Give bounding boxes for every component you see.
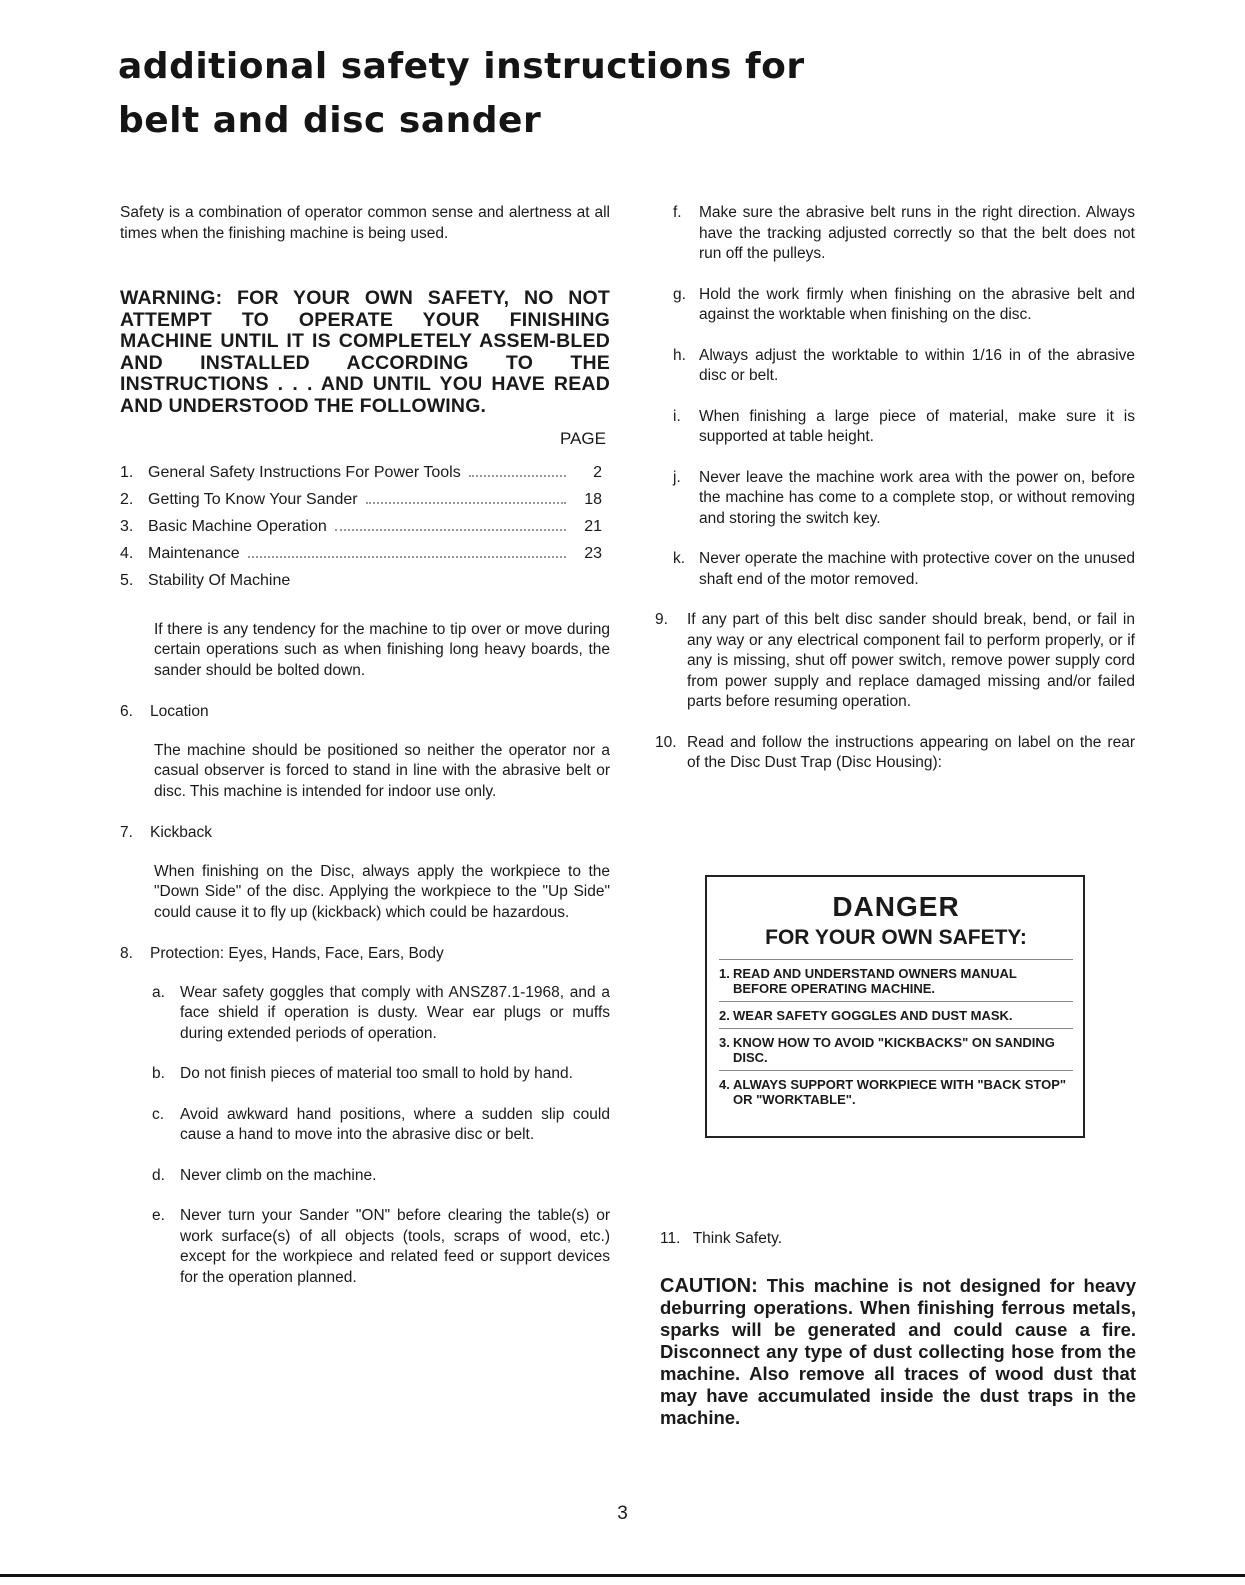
- kickback-heading: [120, 823, 610, 844]
- sub-text: Hold the work firmly when finishing on the abrasive belt and against the worktable when finishing on the disc.: [699, 285, 1135, 323]
- kickback-paragraph: When finishing on the Disc, always apply the workpiece to the "Down Side" of the disc. Applying the workpiece to the "Up Side" could cause it to fly up (kickback) which could be hazardous.: [154, 862, 610, 921]
- protection-item-f: [655, 203, 1135, 265]
- toc-num: 3.: [120, 517, 134, 535]
- sub-text: Always adjust the worktable to within 1/16 in of the abrasive disc or belt.: [699, 346, 1135, 384]
- toc-page: 23: [584, 544, 602, 562]
- item-number: 11.: [660, 1230, 681, 1247]
- title-line-1: additional safety instructions for: [118, 46, 805, 87]
- item-text: Think Safety.: [692, 1230, 783, 1247]
- toc-row: [120, 513, 610, 540]
- item-11: [660, 1230, 782, 1248]
- protection-item-k: [655, 549, 1135, 590]
- right-column: [655, 203, 1135, 774]
- toc-leader-dots: [469, 475, 566, 477]
- toc-row: [120, 486, 610, 513]
- location-heading: [120, 702, 610, 723]
- sub-marker: g.: [673, 285, 686, 303]
- toc-label: Getting To Know Your Sander: [148, 490, 358, 508]
- toc-page: 18: [584, 490, 602, 508]
- sub-marker: k.: [673, 550, 686, 567]
- item-heading: Location: [150, 703, 209, 720]
- toc-row: [120, 540, 610, 567]
- toc-leader-dots: [248, 556, 566, 558]
- toc-page: 21: [584, 517, 602, 535]
- sub-text: Never operate the machine with protective cover on the unused shaft end of the motor removed.: [699, 550, 1135, 588]
- toc-leader-dots: [335, 529, 566, 531]
- danger-item-marker: 3.: [719, 1035, 730, 1050]
- sub-text: Avoid awkward hand positions, where a sudden slip could cause a hand to move into the abrasive disc or belt.: [180, 1105, 610, 1143]
- danger-item: [719, 1028, 1073, 1070]
- item-9: [655, 610, 1135, 713]
- caution-lead: CAUTION:: [660, 1275, 758, 1297]
- item-heading: Protection: Eyes, Hands, Face, Ears, Body: [150, 945, 444, 962]
- title-line-2: belt and disc sander: [118, 100, 542, 141]
- item-number: 6.: [120, 703, 133, 720]
- toc: [120, 429, 610, 594]
- protection-item-c: [120, 1105, 610, 1146]
- sub-marker: j.: [673, 468, 681, 486]
- protection-item-i: [655, 407, 1135, 448]
- stability-paragraph: If there is any tendency for the machine to tip over or move during certain operations such as when finishing long heavy boards, the sander should be bolted down.: [154, 620, 610, 679]
- sub-marker: f.: [673, 204, 682, 221]
- danger-subtitle: FOR YOUR OWN SAFETY:: [765, 926, 1027, 949]
- bottom-rule: [0, 1574, 1245, 1577]
- sub-marker: b.: [152, 1065, 165, 1082]
- item-text: If any part of this belt disc sander should break, bend, or fail in any way or any electrical component fail to perform properly, or if any is missing, shut off power switch, remove power supply cord from power supply and replace damaged missing and/or failed parts before resuming operation.: [687, 611, 1135, 710]
- page-title: [118, 40, 805, 148]
- item-number: 7.: [120, 824, 133, 841]
- protection-item-g: [655, 285, 1135, 326]
- warning-paragraph: WARNING: FOR YOUR OWN SAFETY, NO NOT ATTEMPT TO OPERATE YOUR FINISHING MACHINE UNTIL IT IS COMPLETELY ASSEM-BLED AND INSTALLED ACCORDING TO THE INSTRUCTIONS . . . AND UNTIL YOU HAVE READ AND UNDERSTOOD THE FOLLOWING.: [120, 287, 610, 417]
- item-number: 8.: [120, 945, 133, 962]
- caution-text: This machine is not designed for heavy deburring operations. When finishing ferrous metals, sparks will be generated and could cause a fire. Disconnect any type of dust collecting hose from the machine. Also remove all traces of wood dust that may have accumulated inside the dust traps in the machine.: [660, 1275, 1136, 1428]
- sub-text: Make sure the abrasive belt runs in the right direction. Always have the tracking adjusted correctly so that the belt does not run off the pulleys.: [699, 204, 1135, 262]
- toc-label: Basic Machine Operation: [148, 517, 327, 535]
- toc-label: General Safety Instructions For Power Tools: [148, 463, 461, 481]
- item-text: Read and follow the instructions appearing on label on the rear of the Disc Dust Trap (Disc Housing):: [687, 733, 1135, 771]
- protection-item-h: [655, 346, 1135, 387]
- protection-item-b: [120, 1064, 610, 1085]
- danger-item: [719, 959, 1073, 1001]
- item-heading: Kickback: [150, 824, 213, 841]
- danger-label-box: [705, 875, 1085, 1138]
- toc-label: Stability Of Machine: [148, 571, 291, 589]
- danger-item: [719, 1001, 1073, 1028]
- danger-title: DANGER: [832, 891, 960, 922]
- sub-marker: c.: [152, 1105, 165, 1123]
- danger-item-text: WEAR SAFETY GOGGLES AND DUST MASK.: [733, 1008, 1013, 1023]
- toc-label: Maintenance: [148, 544, 240, 562]
- toc-leader-dots: [366, 502, 566, 504]
- protection-item-a: [120, 983, 610, 1045]
- danger-item-marker: 1.: [719, 966, 730, 981]
- danger-item: [719, 1070, 1073, 1112]
- sub-text: Never leave the machine work area with the power on, before the machine has come to a complete stop, or without removing and storing the switch key.: [699, 468, 1135, 527]
- danger-item-text: ALWAYS SUPPORT WORKPIECE WITH "BACK STOP" OR "WORKTABLE".: [733, 1077, 1067, 1107]
- sub-text: Wear safety goggles that comply with ANSZ87.1-1968, and a face shield if operation is dusty. Wear ear plugs or muffs during extended periods of operation.: [180, 983, 610, 1042]
- intro-paragraph: Safety is a combination of operator common sense and alertness at all times when the finishing machine is being used.: [120, 204, 610, 242]
- item-number: 9.: [655, 611, 668, 628]
- item-number: 10.: [655, 733, 677, 751]
- danger-item-text: KNOW HOW TO AVOID "KICKBACKS" ON SANDING DISC.: [733, 1035, 1055, 1065]
- toc-num: 1.: [120, 463, 134, 481]
- sub-marker: e.: [152, 1207, 165, 1224]
- sub-text: Never climb on the machine.: [180, 1166, 377, 1184]
- location-paragraph: The machine should be positioned so neither the operator nor a casual observer is forced to stand in line with the abrasive belt or disc. This machine is intended for indoor use only.: [154, 741, 610, 800]
- protection-heading: [120, 944, 610, 965]
- toc-page-header: PAGE: [560, 429, 606, 448]
- sub-text: Never turn your Sander "ON" before clearing the table(s) or work surface(s) of all objects (tools, scraps of wood, etc.) except for the workpiece and related feed or support devices for the operation planned.: [180, 1207, 610, 1286]
- page-number: 3: [617, 1503, 628, 1524]
- sub-text: When finishing a large piece of material, make sure it is supported at table height.: [699, 407, 1135, 445]
- item-10: [655, 733, 1135, 774]
- danger-item-text: READ AND UNDERSTAND OWNERS MANUAL BEFORE OPERATING MACHINE.: [733, 966, 1017, 996]
- sub-marker: i.: [673, 407, 681, 425]
- caution-paragraph: [660, 1275, 1136, 1429]
- left-column: [120, 203, 610, 1288]
- sub-marker: a.: [152, 983, 165, 1001]
- toc-page: 2: [593, 463, 602, 481]
- toc-num: 2.: [120, 490, 134, 508]
- toc-row: [120, 567, 610, 594]
- danger-item-marker: 4.: [719, 1077, 730, 1092]
- protection-item-d: [120, 1166, 610, 1187]
- protection-item-j: [655, 468, 1135, 530]
- sub-marker: h.: [673, 346, 686, 364]
- protection-item-e: [120, 1206, 610, 1288]
- sub-text: Do not finish pieces of material too small to hold by hand.: [180, 1065, 573, 1082]
- danger-item-marker: 2.: [719, 1008, 730, 1023]
- toc-row: [120, 459, 610, 486]
- sub-marker: d.: [152, 1166, 165, 1184]
- toc-num: 5.: [120, 571, 134, 589]
- toc-num: 4.: [120, 544, 134, 562]
